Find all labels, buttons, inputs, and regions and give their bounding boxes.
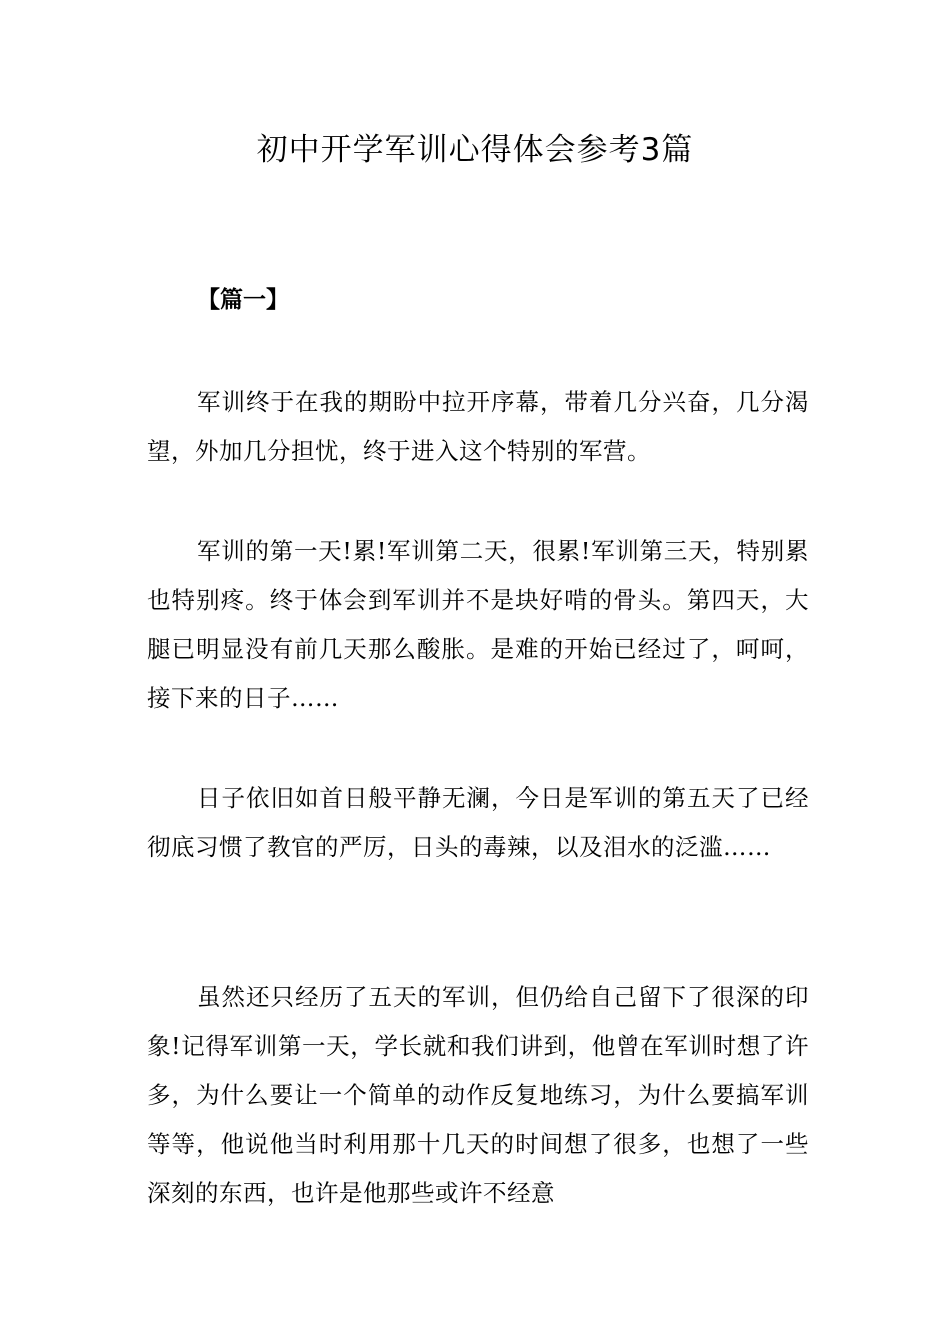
paragraph-4: 虽然还只经历了五天的军训，但仍给自己留下了很深的印象!记得军训第一天，学长就和我们讲到，他曾在军训时想了许多，为什么要让一个简单的动作反复地练习，为什么要搞军训等等，他说他当时利用那十几天的时间想了很多，也想了一些深刻的东西，也许是他那些或许不经意 xyxy=(147,983,809,1207)
section-heading: 【篇一】 xyxy=(197,286,289,313)
paragraph-1: 军训终于在我的期盼中拉开序幕，带着几分兴奋，几分渴望，外加几分担忧，终于进入这个特别的军营。 xyxy=(147,388,809,465)
paragraph-3: 日子依旧如首日般平静无澜，今日是军训的第五天了已经彻底习惯了教官的严厉，日头的毒辣，以及泪水的泛滥…… xyxy=(147,784,809,861)
document-title: 初中开学军训心得体会参考3篇 xyxy=(256,132,694,168)
paragraph-2: 军训的第一天!累!军训第二天，很累!军训第三天，特别累也特别疼。终于体会到军训并不是块好啃的骨头。第四天，大腿已明显没有前几天那么酸胀。是难的开始已经过了，呵呵，接下来的日子…… xyxy=(147,537,809,712)
